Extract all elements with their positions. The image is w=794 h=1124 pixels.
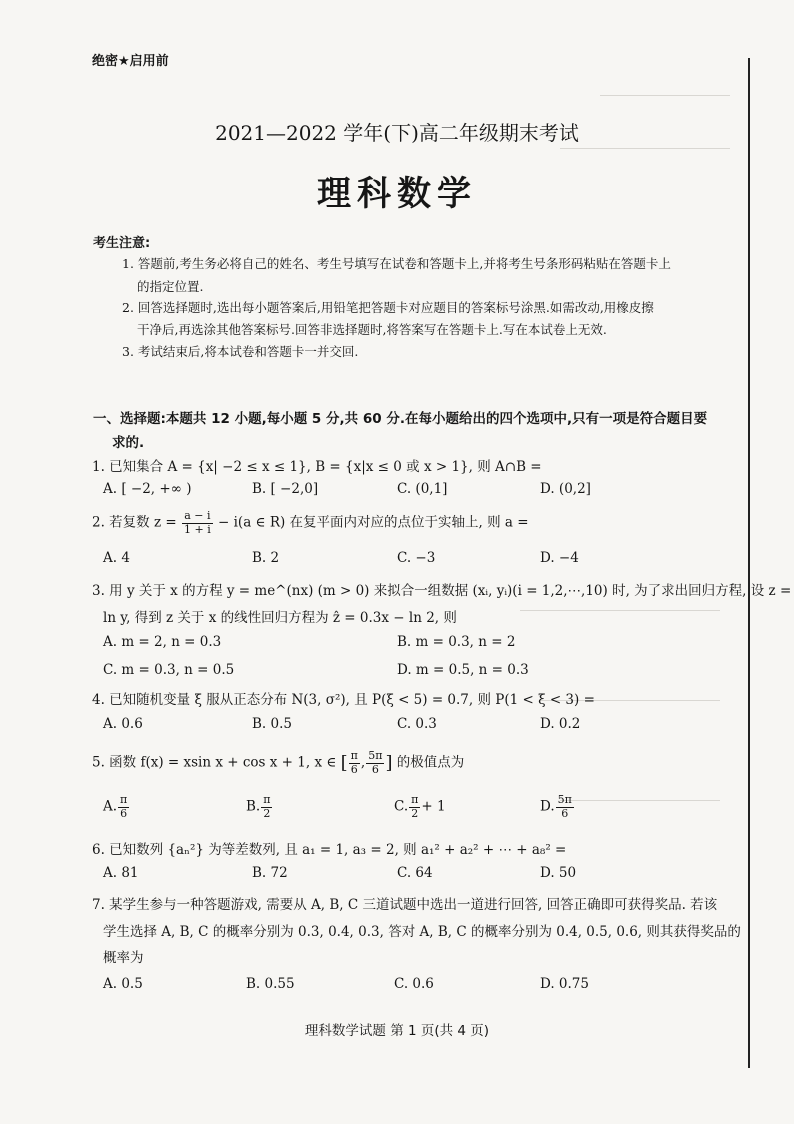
q2-stem-suffix: − i(a ∈ R) 在复平面内对应的点位于实轴上, 则 a = <box>218 514 529 531</box>
question-6-stem: 6. 已知数列 {aₙ²} 为等差数列, 且 a₁ = 1, a₃ = 2, 则 a₁² + a₂² + ⋯ + a₈² = <box>92 842 567 858</box>
page-footer: 理科数学试题 第 1 页(共 4 页) <box>304 1023 490 1039</box>
q1-option-c: C. (0,1] <box>397 481 448 497</box>
q2-stem-prefix: 2. 若复数 z = <box>92 514 177 531</box>
q1-option-b: B. [ −2,0] <box>252 481 319 497</box>
q6-option-d: D. 50 <box>540 865 577 881</box>
notice-line: 3. 考试结束后,将本试卷和答题卡一并交回. <box>122 344 359 359</box>
question-7-line2: 学生选择 A, B, C 的概率分别为 0.3, 0.4, 0.3, 答对 A, B, C 的概率分别为 0.4, 0.5, 0.6, 则其获得奖品的 <box>103 924 741 940</box>
notice-line: 干净后,再选涂其他答案标号.回答非选择题时,将答案写在答题卡上.写在本试卷上无效. <box>137 322 607 337</box>
q2-fraction-numerator: a − i <box>182 510 213 524</box>
q2-option-a: A. 4 <box>103 550 130 566</box>
q5-option-b-num: π <box>263 793 271 806</box>
q5-interval-lower-num: π <box>350 749 358 762</box>
q4-option-d: D. 0.2 <box>540 716 581 732</box>
q5-option-b-den: 2 <box>263 806 271 820</box>
notice-heading: 考生注意: <box>93 236 151 251</box>
q5-interval-lower <box>349 750 360 776</box>
q5-interval-lower-den: 6 <box>350 762 358 776</box>
q5-interval-close: ] <box>385 752 393 774</box>
section-heading: 一、选择题:本题共 12 小题,每小题 5 分,共 60 分.在每小题给出的四个选项中,只有一项是符合题目要 <box>93 411 708 427</box>
q5-interval-upper-den: 6 <box>371 762 379 776</box>
q5-option-d <box>540 794 575 820</box>
q5-option-a-label: A. <box>103 798 118 815</box>
question-3-line1: 3. 用 y 关于 x 的方程 y = me^(nx) (m > 0) 来拟合一组数据 (xᵢ, yᵢ)(i = 1,2,⋯,10) 时, 为了求出回归方程, 设 z = <box>92 583 792 599</box>
q5-interval-sep: , <box>360 754 366 771</box>
q6-option-c: C. 64 <box>397 865 433 881</box>
confidential-label: 绝密★启用前 <box>92 54 169 69</box>
q5-option-c-num: π <box>411 793 419 806</box>
q3-option-d: D. m = 0.5, n = 0.3 <box>397 662 529 678</box>
q5-option-b-fraction <box>261 794 272 820</box>
q5-option-b <box>246 794 273 820</box>
q7-option-a: A. 0.5 <box>103 976 143 992</box>
question-2-stem <box>92 510 529 536</box>
q5-interval-upper <box>366 750 384 776</box>
q2-option-d: D. −4 <box>540 550 579 566</box>
q2-option-c: C. −3 <box>397 550 436 566</box>
q5-interval-open: [ <box>340 752 348 774</box>
q5-option-c-fraction <box>409 794 420 820</box>
q5-option-d-fraction <box>556 794 574 820</box>
q5-option-d-den: 6 <box>561 806 569 820</box>
q3-option-a: A. m = 2, n = 0.3 <box>103 634 222 650</box>
q5-option-d-label: D. <box>540 798 555 815</box>
q2-fraction <box>182 510 213 536</box>
q7-option-c: C. 0.6 <box>394 976 434 992</box>
bleed-through-mark <box>600 95 730 96</box>
q5-option-c-label: C. <box>394 798 409 815</box>
q5-option-a-fraction <box>118 794 129 820</box>
bleed-through-mark <box>560 800 720 801</box>
q5-option-c <box>394 794 446 820</box>
q5-option-a <box>103 794 130 820</box>
q5-stem-suffix: 的极值点为 <box>396 754 465 771</box>
q5-option-c-tail: + 1 <box>421 798 446 815</box>
question-7-line3: 概率为 <box>103 950 144 966</box>
section-heading-cont: 求的. <box>112 435 145 451</box>
q1-option-d: D. (0,2] <box>540 481 591 497</box>
q5-option-a-den: 6 <box>120 806 128 820</box>
q6-option-a: A. 81 <box>103 865 139 881</box>
question-3-line2: ln y, 得到 z 关于 x 的线性回归方程为 ẑ = 0.3x − ln 2, 则 <box>103 610 457 626</box>
q6-option-b: B. 72 <box>252 865 288 881</box>
q4-option-a: A. 0.6 <box>103 716 143 732</box>
q5-interval-upper-num: 5π <box>368 749 383 762</box>
q7-option-b: B. 0.55 <box>246 976 295 992</box>
q5-option-b-label: B. <box>246 798 261 815</box>
question-1-stem: 1. 已知集合 A = {x| −2 ≤ x ≤ 1}, B = {x|x ≤ 0 或 x > 1}, 则 A∩B = <box>92 459 542 475</box>
q1-option-a: A. [ −2, +∞ ) <box>103 481 192 497</box>
question-5-stem <box>92 750 464 776</box>
q4-option-c: C. 0.3 <box>397 716 437 732</box>
q3-option-c: C. m = 0.3, n = 0.5 <box>103 662 235 678</box>
bleed-through-mark <box>520 610 720 611</box>
question-7-line1: 7. 某学生参与一种答题游戏, 需要从 A, B, C 三道试题中选出一道进行回答, 回答正确即可获得奖品. 若该 <box>92 897 718 913</box>
q5-option-a-num: π <box>120 793 128 806</box>
question-4-stem: 4. 已知随机变量 ξ 服从正态分布 N(3, σ²), 且 P(ξ < 5) = 0.7, 则 P(1 < ξ < 3) = <box>92 692 595 708</box>
q2-fraction-denominator: 1 + i <box>183 522 211 536</box>
q5-stem-prefix: 5. 函数 f(x) = xsin x + cos x + 1, x ∈ <box>92 754 337 771</box>
q2-option-b: B. 2 <box>252 550 280 566</box>
q7-option-d: D. 0.75 <box>540 976 589 992</box>
notice-line: 2. 回答选择题时,选出每小题答案后,用铅笔把答题卡对应题目的答案标号涂黑.如需改动,用橡皮擦 <box>122 300 654 315</box>
bleed-through-mark <box>560 148 730 149</box>
q5-option-d-num: 5π <box>557 793 572 806</box>
q3-option-b: B. m = 0.3, n = 2 <box>397 634 516 650</box>
notice-line: 的指定位置. <box>137 279 204 294</box>
notice-line: 1. 答题前,考生务必将自己的姓名、考生号填写在试卷和答题卡上,并将考生号条形码粘贴在答题卡上 <box>122 256 671 271</box>
subject-title: 理科数学 <box>317 174 477 214</box>
q4-option-b: B. 0.5 <box>252 716 292 732</box>
q5-option-c-den: 2 <box>411 806 419 820</box>
exam-title: 2021—2022 学年(下)高二年级期末考试 <box>215 121 579 145</box>
